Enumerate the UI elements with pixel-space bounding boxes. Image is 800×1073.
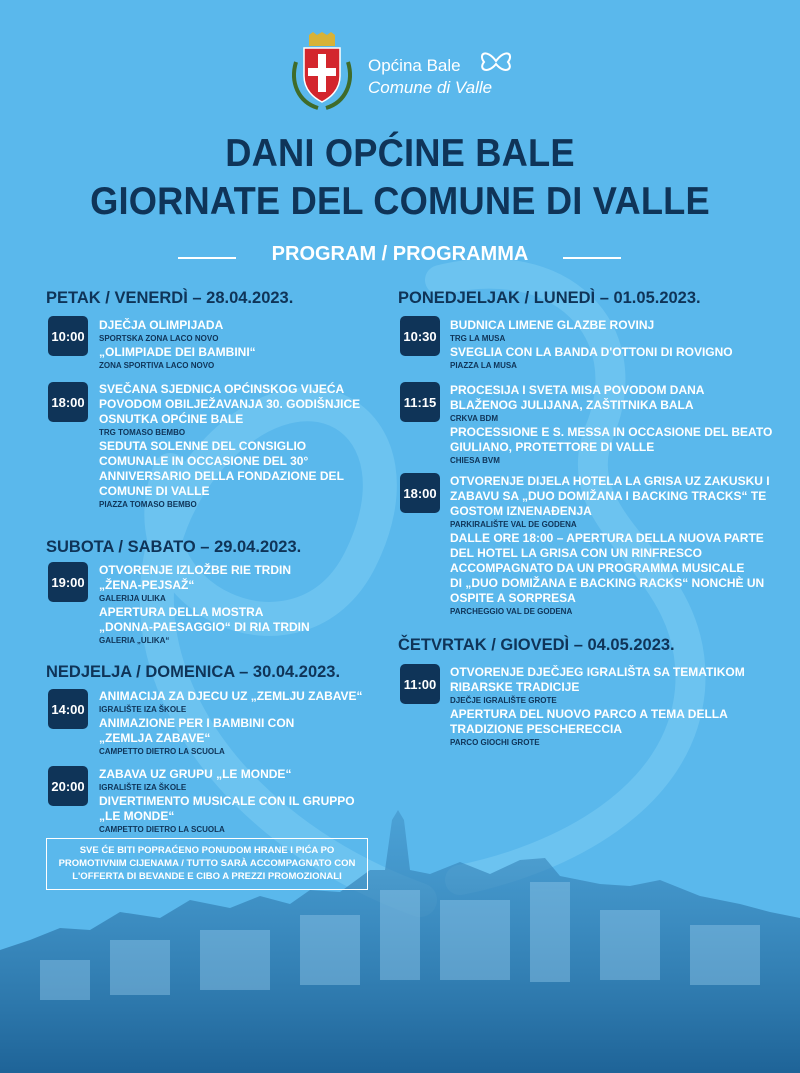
divider-right (563, 257, 621, 259)
event-line: ZABAVU SA „DUO DOMIŽANA I BACKING TRACKS“ TE (450, 489, 767, 503)
day-heading-monday: PONEDJELJAK / LUNEDÌ – 01.05.2023. (398, 289, 701, 307)
event-location: SPORTSKA ZONA LACO NOVO (99, 334, 219, 343)
time-badge: 14:00 (48, 689, 88, 729)
event-location: TRG TOMASO BEMBO (99, 428, 186, 437)
event-line: DJEČJA OLIMPIJADA (99, 318, 224, 332)
event-line: OSNUTKA OPĆINE BALE (99, 412, 244, 426)
event-line: COMUNALE IN OCCASIONE DEL 30° (99, 454, 309, 468)
event-location: DJEČJE IGRALIŠTE GROTE (450, 696, 557, 705)
event-location: CAMPETTO DIETRO LA SCUOLA (99, 825, 225, 834)
main-title-croatian: DANI OPĆINE BALE (225, 132, 575, 175)
event-line: TRADIZIONE PESCHERECCIA (450, 722, 623, 736)
event-hotel-opening (450, 474, 770, 618)
event-location: PARKIRALIŠTE VAL DE GODENA (450, 520, 577, 529)
brand-name-italian: Comune di Valle (368, 78, 493, 97)
event-location: CAMPETTO DIETRO LA SCUOLA (99, 747, 225, 756)
event-line: PROCESSIONE E S. MESSA IN OCCASIONE DEL BEATO (450, 425, 773, 439)
program-heading: PROGRAM / PROGRAMMA (271, 243, 529, 265)
event-location: CRKVA BDM (450, 414, 498, 423)
event-location: PIAZZA TOMASO BEMBO (99, 500, 197, 509)
notice-line: L'OFFERTA DI BEVANDE E CIBO A PREZZI PROMOZIONALI (72, 871, 342, 882)
event-location: CHIESA BVM (450, 456, 500, 465)
event-line: OTVORENJE DJEČJEG IGRALIŠTA SA TEMATIKOM (450, 665, 745, 679)
event-brass-band (450, 318, 733, 372)
event-line: „ŽENA-PEJSAŽ“ (99, 578, 195, 592)
event-council-session (99, 382, 360, 511)
event-line: OSPITE A SORPRESA (450, 591, 576, 605)
butterfly-logo-icon (478, 46, 514, 76)
event-line: ACCOMPAGNATO DA UN PROGRAMMA MUSICALE (450, 561, 745, 575)
notice-line: PROMOTIVNIM CIJENAMA / TUTTO SARÀ ACCOMPAGNATO CON (58, 858, 356, 869)
event-line: SVEČANA SJEDNICA OPĆINSKOG VIJEĆA (99, 382, 345, 396)
notice-line: SVE ĆE BITI POPRAĆENO PONUDOM HRANE I PIĆA PO (79, 845, 335, 856)
day-heading-sunday: NEDJELJA / DOMENICA – 30.04.2023. (46, 663, 341, 681)
event-line: BUDNICA LIMENE GLAZBE ROVINJ (450, 318, 655, 332)
main-title-italian: GIORNATE DEL COMUNE DI VALLE (90, 180, 710, 223)
event-line: RIBARSKE TRADICIJE (450, 680, 580, 694)
day-heading-thursday: ČETVRTAK / GIOVEDÌ – 04.05.2023. (398, 636, 675, 654)
event-line: DI „DUO DOMIŽANA E BACKING RACKS“ NONCHÈ UN (450, 576, 765, 590)
time-badge: 10:30 (400, 316, 440, 356)
time-badge: 19:00 (48, 562, 88, 602)
event-location: PARCO GIOCHI GROTE (450, 738, 540, 747)
event-line: GOSTOM IZNENAĐENJA (450, 504, 592, 518)
event-line: ANIMAZIONE PER I BAMBINI CON (99, 716, 295, 730)
event-location: IGRALIŠTE IZA ŠKOLE (99, 783, 187, 792)
event-location: PIAZZA LA MUSA (450, 361, 517, 370)
event-line: ANNIVERSARIO DELLA FONDAZIONE DEL (99, 469, 344, 483)
event-line: DIVERTIMENTO MUSICALE CON IL GRUPPO (99, 794, 355, 808)
event-line: „LE MONDE“ (99, 809, 175, 823)
event-line: APERTURA DELLA MOSTRA (99, 605, 264, 619)
event-line: ZABAVA UZ GRUPU „LE MONDE“ (99, 767, 292, 781)
municipality-crest-icon (288, 32, 356, 112)
event-line: GIULIANO, PROTETTORE DI VALLE (450, 440, 655, 454)
time-badge: 11:15 (400, 382, 440, 422)
event-line: „ZEMLJA ZABAVE“ (99, 731, 211, 745)
event-location: PARCHEGGIO VAL DE GODENA (450, 607, 573, 616)
event-location: GALERIJA ULIKA (99, 594, 166, 603)
event-line: SVEGLIA CON LA BANDA D'OTTONI DI ROVIGNO (450, 345, 733, 359)
event-location: ZONA SPORTIVA LACO NOVO (99, 361, 215, 370)
event-line: „DONNA-PAESAGGIO“ DI RIA TRDIN (99, 620, 310, 634)
time-badge: 18:00 (48, 382, 88, 422)
day-heading-friday: PETAK / VENERDÌ – 28.04.2023. (46, 289, 294, 307)
time-badge: 11:00 (400, 664, 440, 704)
event-kids-olympics (99, 318, 256, 372)
event-line: OTVORENJE IZLOŽBE RIE TRDIN (99, 563, 292, 577)
event-line: APERTURA DEL NUOVO PARCO A TEMA DELLA (450, 707, 728, 721)
day-heading-saturday: SUBOTA / SABATO – 29.04.2023. (46, 538, 302, 556)
event-location: GALERIA „ULIKA“ (99, 636, 170, 645)
time-badge: 18:00 (400, 473, 440, 513)
brand-name-croatian: Općina Bale (368, 56, 461, 75)
event-kids-animation (99, 689, 363, 758)
event-line: OTVORENJE DIJELA HOTELA LA GRISA UZ ZAKUSKU I (450, 474, 770, 488)
event-line: SEDUTA SOLENNE DEL CONSIGLIO (99, 439, 307, 453)
event-playground-opening (450, 665, 745, 749)
event-procession-mass (450, 383, 772, 467)
event-line: PROCESIJA I SVETA MISA POVODOM DANA (450, 383, 705, 397)
event-line: POVODOM OBILJEŽAVANJA 30. GODIŠNJICE (99, 397, 361, 411)
event-le-monde-concert (99, 767, 355, 836)
event-line: BLAŽENOG JULIJANA, ZAŠTITNIKA BALA (450, 398, 694, 412)
event-line: ANIMACIJA ZA DJECU UZ „ZEMLJU ZABAVE“ (99, 689, 363, 703)
promo-notice-box (46, 838, 368, 890)
event-line: COMUNE DI VALLE (99, 484, 210, 498)
event-location: TRG LA MUSA (450, 334, 506, 343)
event-exhibition (99, 563, 310, 647)
event-line: DEL HOTEL LA GRISA CON UN RINFRESCO (450, 546, 703, 560)
time-badge: 10:00 (48, 316, 88, 356)
time-badge: 20:00 (48, 766, 88, 806)
event-line: DALLE ORE 18:00 – APERTURA DELLA NUOVA PARTE (450, 531, 764, 545)
event-line: „OLIMPIADE DEI BAMBINI“ (99, 345, 256, 359)
event-location: IGRALIŠTE IZA ŠKOLE (99, 705, 187, 714)
